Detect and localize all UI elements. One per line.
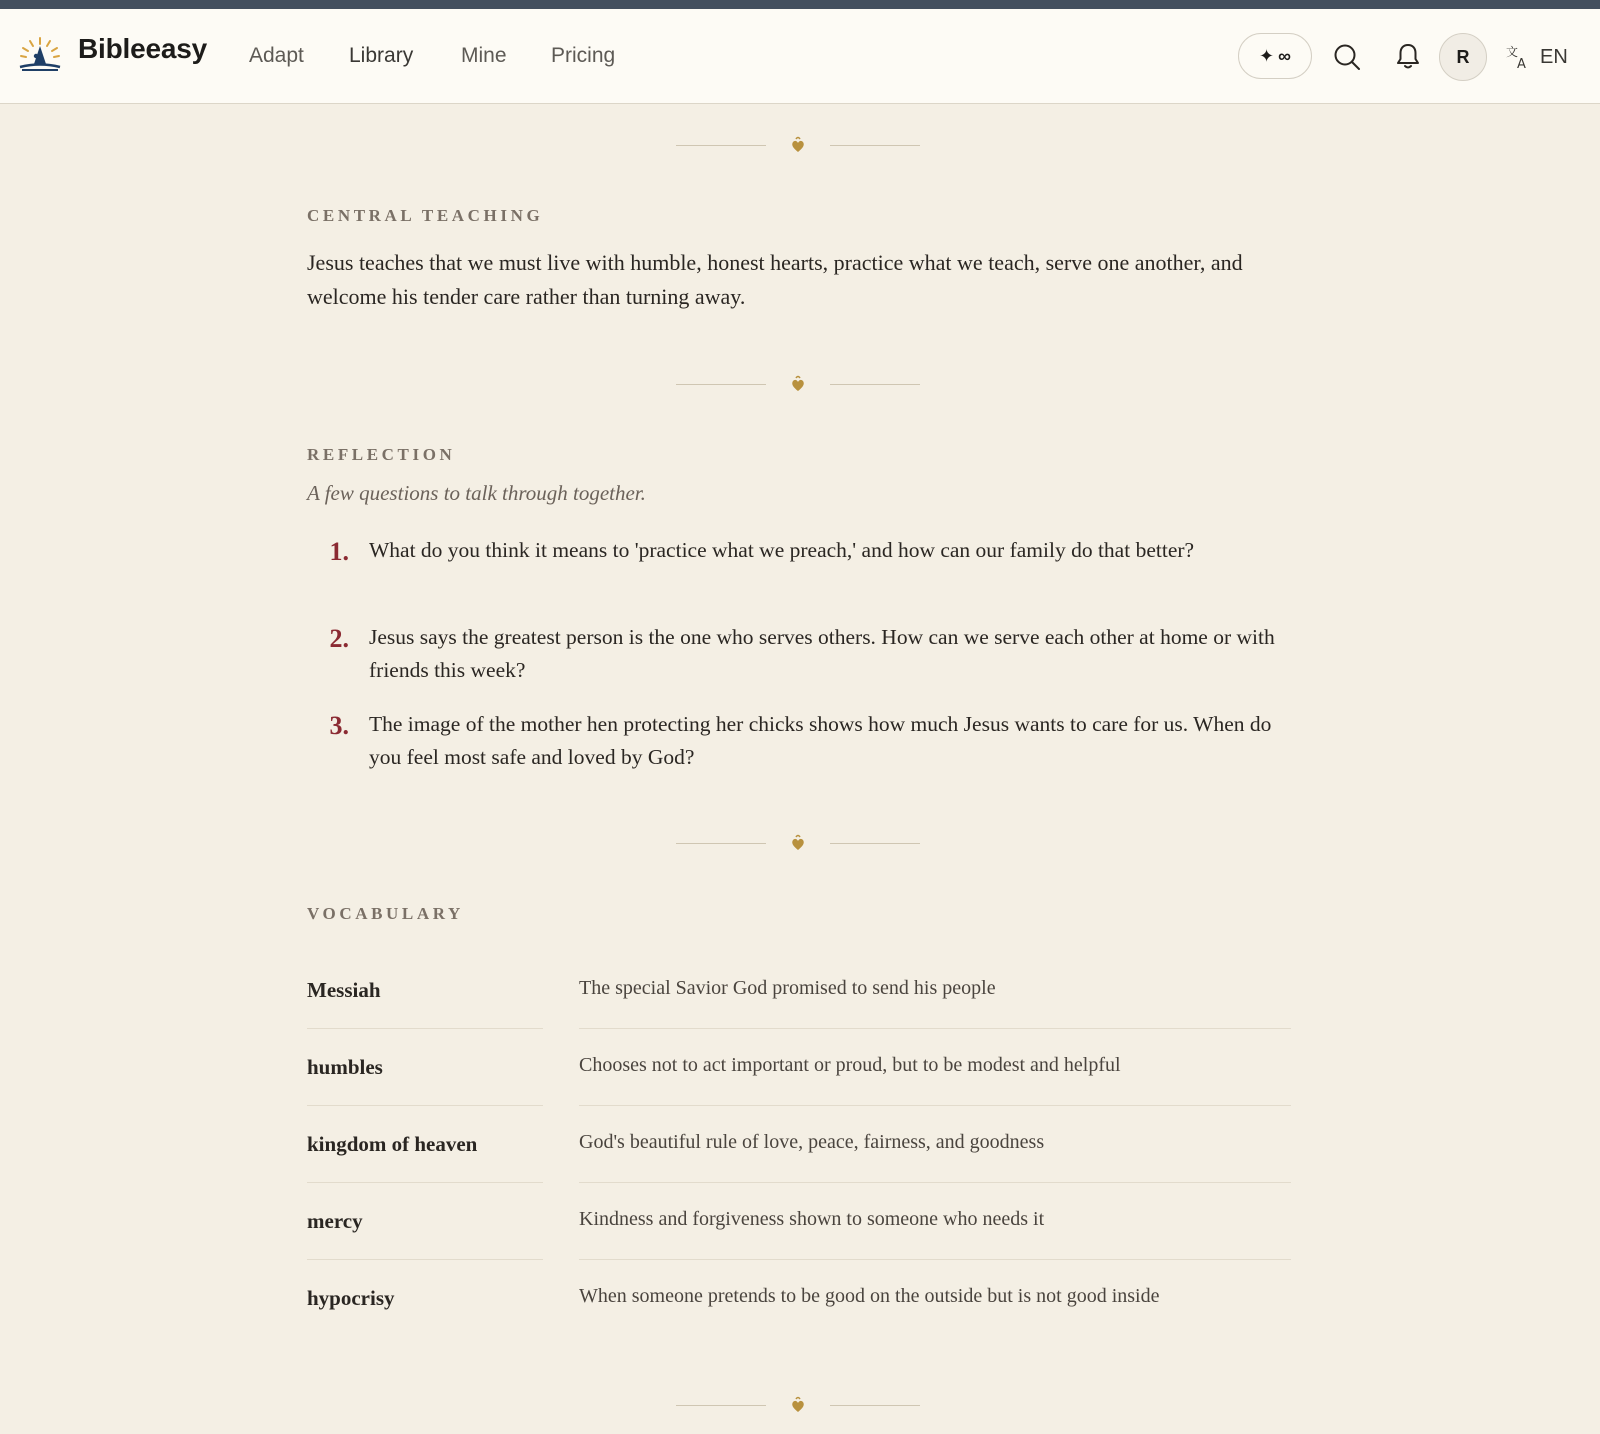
fleuron-icon — [788, 135, 808, 155]
central-teaching-text: Jesus teaches that we must live with humble, honest hearts, practice what we teach, serve one another, and welcome his tender care rather than turning away. — [307, 250, 1243, 309]
nav-adapt[interactable]: Adapt — [249, 44, 304, 67]
user-avatar[interactable]: R — [1439, 33, 1487, 81]
section-divider — [676, 1395, 920, 1415]
top-navigation-bar — [0, 9, 1600, 104]
vocabulary-heading: VOCABULARY — [307, 904, 464, 923]
question-text: Jesus says the greatest person is the one who serves others. How can we serve each other at home or with friends this week? — [369, 625, 1275, 682]
section-divider — [676, 374, 920, 394]
vocab-row-divider — [579, 1182, 1291, 1183]
vocab-term: humbles — [307, 1055, 383, 1079]
question-text: The image of the mother hen protecting her chicks shows how much Jesus wants to care for us. When do you feel most safe and loved by God? — [369, 712, 1272, 769]
vocab-row-divider — [307, 1259, 543, 1260]
vocab-definition: Chooses not to act important or proud, but to be modest and helpful — [579, 1054, 1121, 1076]
vocab-definition: Kindness and forgiveness shown to someone who needs it — [579, 1208, 1045, 1230]
svg-text:文: 文 — [1506, 45, 1519, 59]
fleuron-icon — [788, 374, 808, 394]
question-text: What do you think it means to 'practice what we preach,' and how can our family do that better? — [369, 538, 1195, 562]
vocab-definition: God's beautiful rule of love, peace, fairness, and goodness — [579, 1131, 1045, 1153]
vocab-row-divider — [579, 1028, 1291, 1029]
sparkle-icon: ✦ — [1259, 45, 1275, 66]
question-number: 2. — [329, 624, 349, 653]
reflection-heading: REFLECTION — [307, 445, 456, 464]
vocab-term: kingdom of heaven — [307, 1132, 478, 1156]
language-selector[interactable] — [1506, 42, 1568, 72]
section-divider — [676, 135, 920, 155]
central-teaching-heading: CENTRAL TEACHING — [307, 206, 544, 225]
vocab-row-divider — [579, 1259, 1291, 1260]
section-divider — [676, 833, 920, 853]
language-code: EN — [1540, 45, 1568, 68]
svg-text:A: A — [1517, 57, 1526, 70]
vocab-term: Messiah — [307, 978, 381, 1002]
vocab-row-divider — [307, 1105, 543, 1106]
reflection-subtitle: A few questions to talk through together. — [307, 481, 646, 505]
brand-name[interactable]: Bibleeasy — [78, 33, 207, 64]
fleuron-icon — [788, 1395, 808, 1415]
vocab-row-divider — [307, 1028, 543, 1029]
vocab-term: mercy — [307, 1209, 363, 1233]
credits-button[interactable] — [1238, 33, 1312, 79]
vocab-definition: The special Savior God promised to send his people — [579, 977, 996, 999]
nav-pricing[interactable]: Pricing — [551, 44, 616, 67]
search-icon[interactable] — [1333, 43, 1361, 71]
question-number: 1. — [329, 537, 349, 566]
vocab-row-divider — [579, 1105, 1291, 1106]
vocab-row-divider — [307, 1182, 543, 1183]
vocab-term: hypocrisy — [307, 1286, 395, 1310]
logo-icon[interactable] — [18, 34, 62, 74]
nav-mine[interactable]: Mine — [461, 44, 507, 67]
translate-icon — [1506, 44, 1530, 70]
question-number: 3. — [329, 711, 349, 740]
vocab-definition: When someone pretends to be good on the outside but is not good inside — [579, 1285, 1160, 1307]
nav-library[interactable]: Library — [349, 44, 414, 67]
credits-value: ∞ — [1278, 45, 1291, 66]
fleuron-icon — [788, 833, 808, 853]
bell-icon[interactable] — [1395, 42, 1421, 70]
window-top-strip — [0, 0, 1600, 9]
